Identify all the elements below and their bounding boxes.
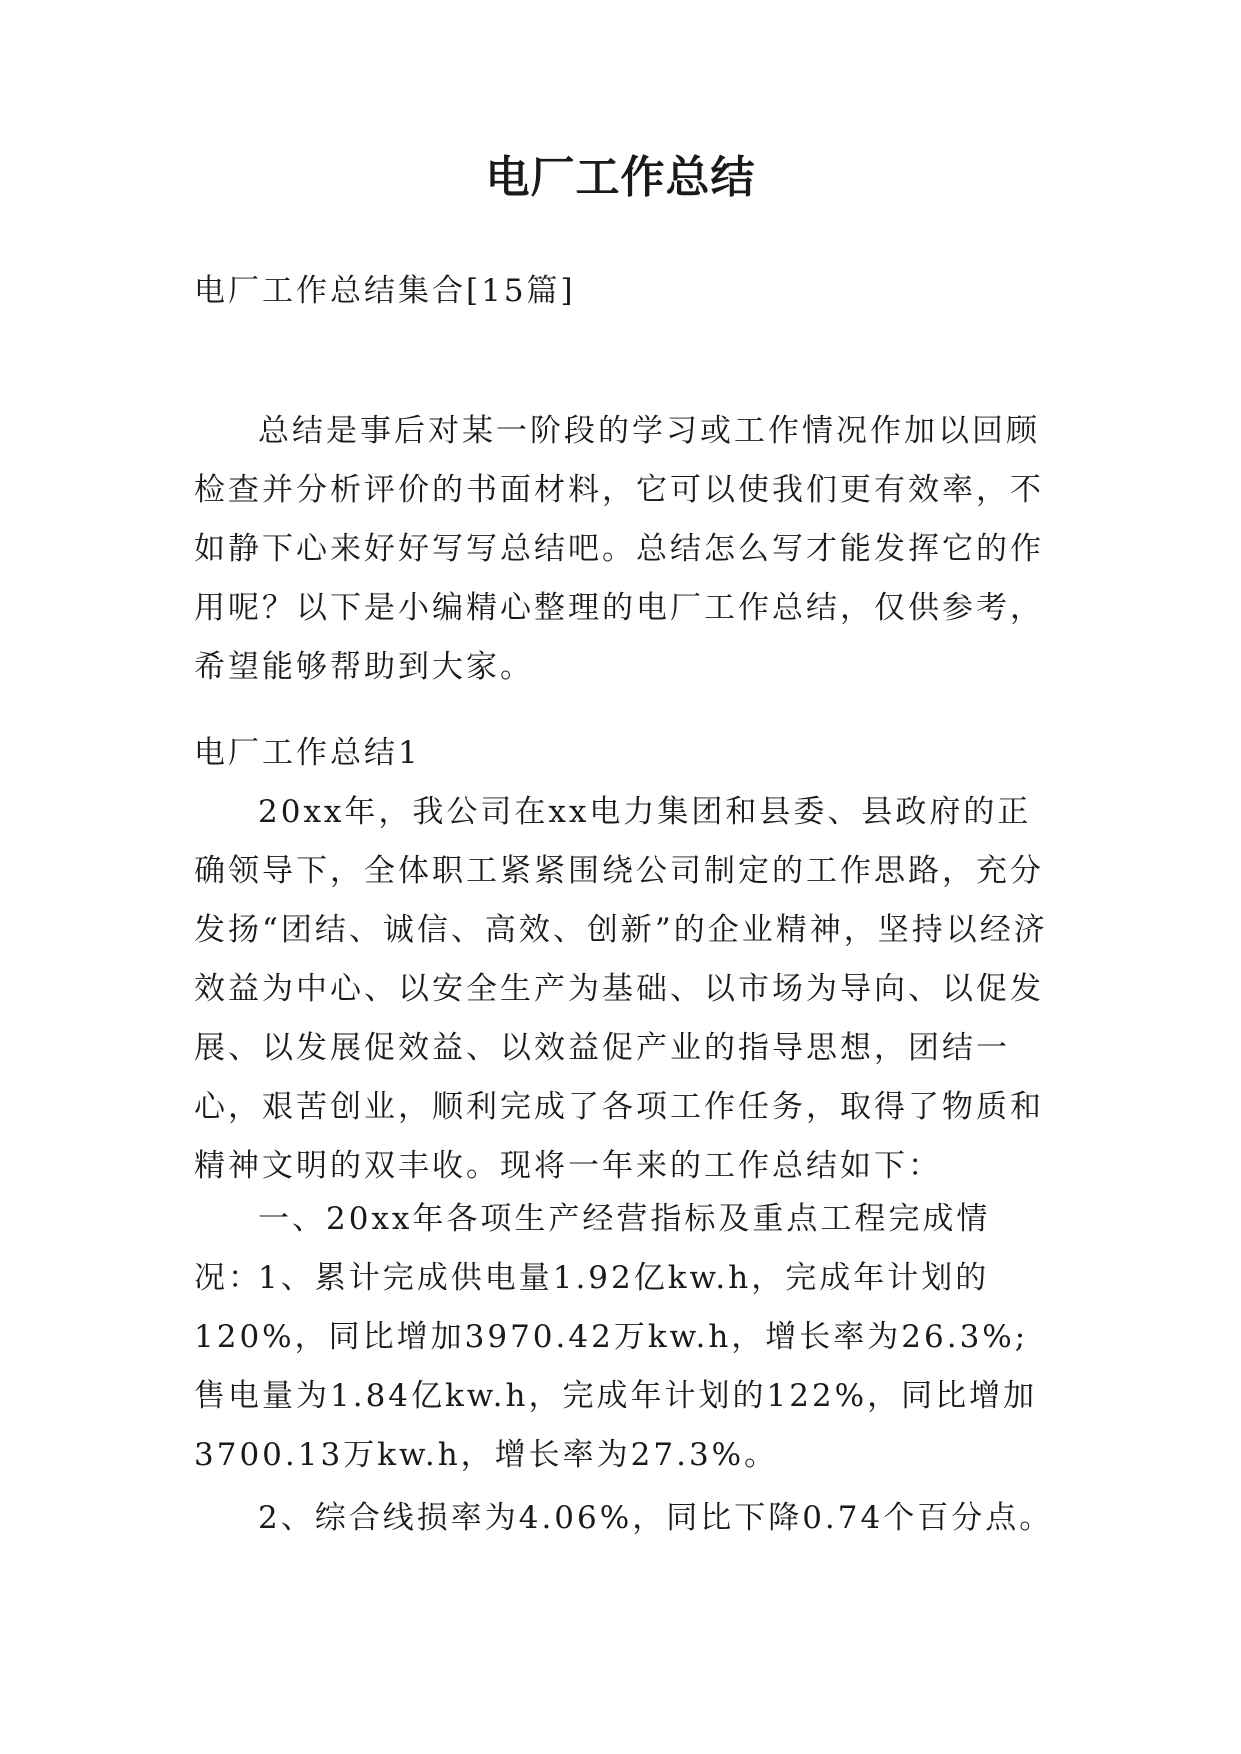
- body-paragraph: 1、累计完成供电量1.92亿kw.h，完成年计划的120%，同比增加3970.42万kw.h，增长率为26.3%;售电量为1.84亿kw.h，完成年计划的122%，同比增加3700.13万kw.h，增长率为27.3%。: [194, 1260, 1038, 1473]
- body-paragraph: 2、综合线损率为4.06%，同比下降0.74个百分点。: [258, 1500, 1054, 1536]
- section-title: 电厂工作总结1: [194, 735, 421, 771]
- intro-paragraph: 总结是事后对某一阶段的学习或工作情况作加以回顾检查并分析评价的书面材料，它可以使我们更有效率，不如静下心来好好写写总结吧。总结怎么写才能发挥它的作用呢？以下是小编精心整理的电厂工作总结，仅供参考，希望能够帮助到大家。: [194, 413, 1044, 685]
- document-subtitle: 电厂工作总结集合[15篇]: [194, 273, 576, 309]
- body-paragraph: 一、20xx年各项生产经营指标及重点工程完成情况：: [194, 1201, 991, 1296]
- document-title: 电厂工作总结: [485, 152, 756, 203]
- body-paragraph: 20xx年，我公司在xx电力集团和县委、县政府的正确领导下，全体职工紧紧围绕公司制定的工作思路，充分发扬“团结、诚信、高效、创新”的企业精神，坚持以经济效益为中心、以安全生产为基础、以市场为导向、以促发展、以发展促效益、以效益促产业的指导思想，团结一心，艰苦创业，顺利完成了各项工作任务，取得了物质和精神文明的双丰收。现将一年来的工作总结如下：: [194, 794, 1048, 1184]
